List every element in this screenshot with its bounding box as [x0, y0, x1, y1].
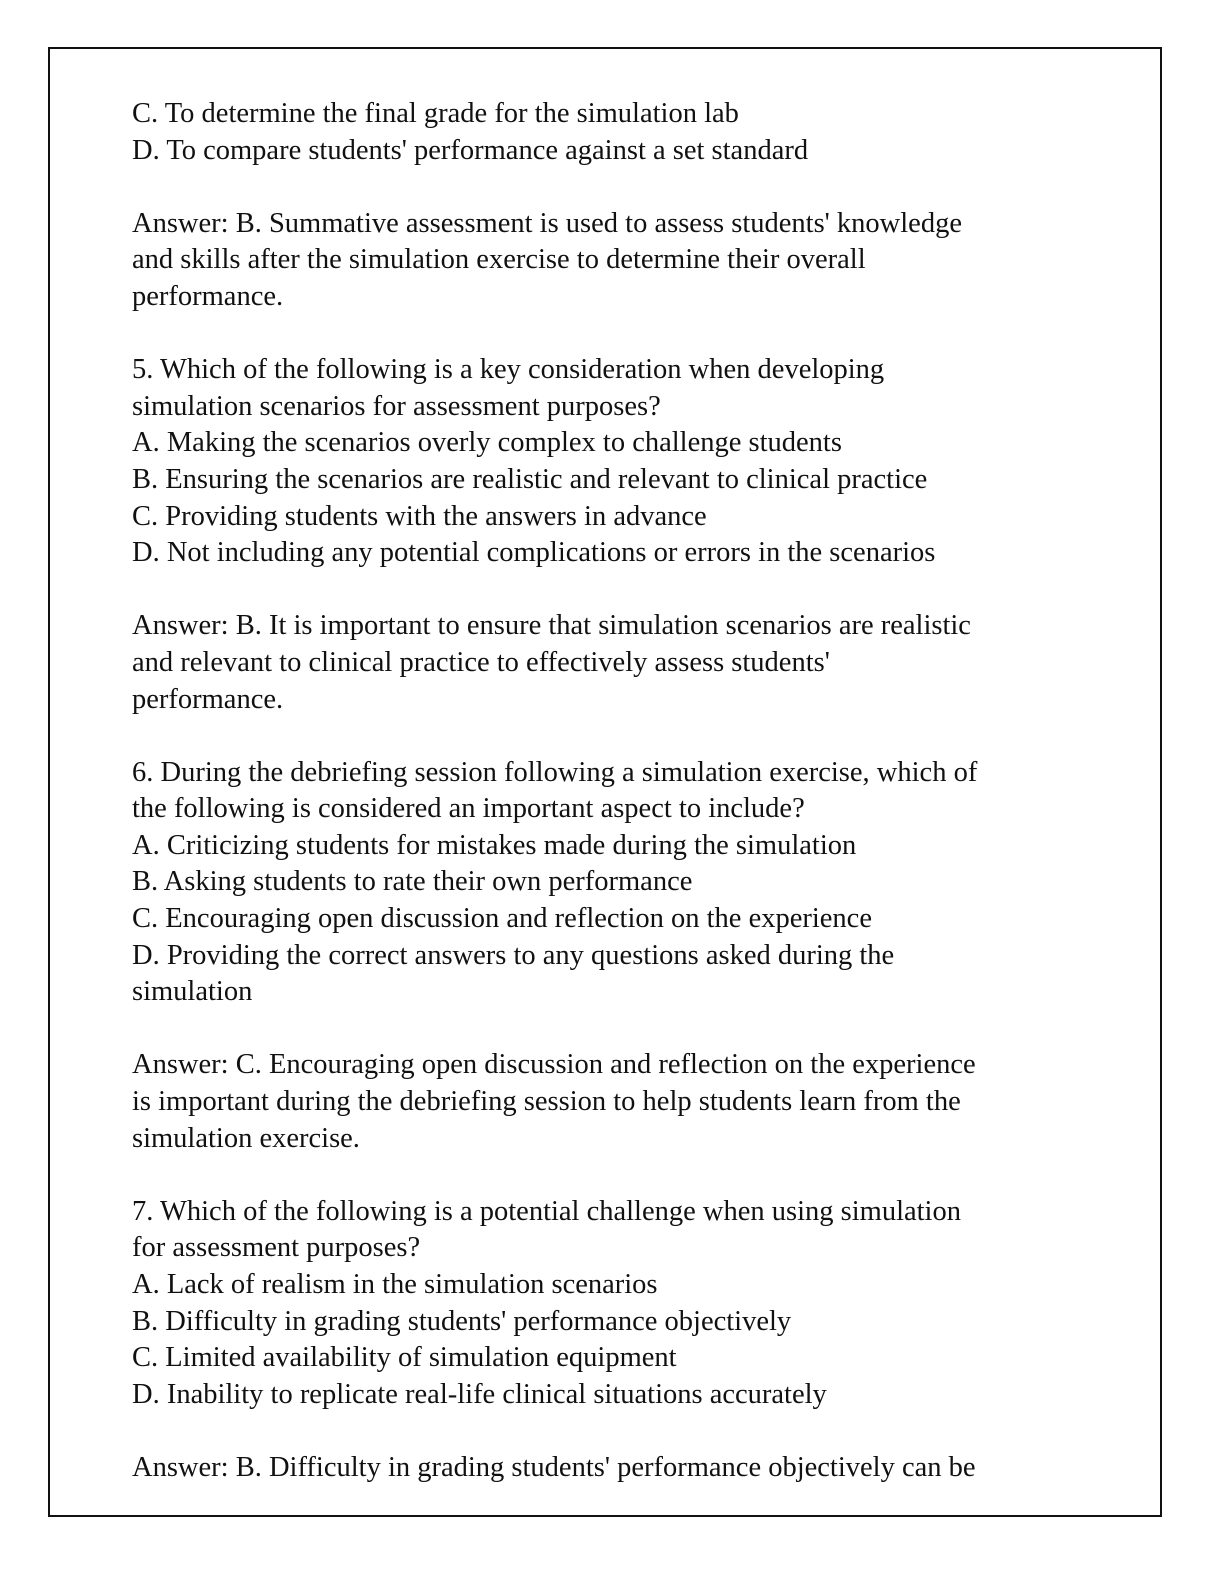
question-text: 5. Which of the following is a key consideration when developing [132, 354, 885, 386]
question-7 [132, 1194, 1092, 1414]
answer-7 [132, 1450, 1092, 1487]
answer-4 [132, 206, 1092, 316]
answer-line: Answer: B. It is important to ensure that simulation scenarios are realistic [132, 610, 971, 642]
option-d: D. Providing the correct answers to any questions asked during the [132, 939, 895, 971]
answer-line: performance. [132, 683, 284, 715]
question-text: simulation scenarios for assessment purposes? [132, 390, 661, 422]
option-c: C. Encouraging open discussion and reflection on the experience [132, 903, 872, 935]
option-a: A. Making the scenarios overly complex to challenge students [132, 427, 842, 459]
answer-line: Answer: C. Encouraging open discussion and reflection on the experience [132, 1049, 976, 1081]
option-b: B. Asking students to rate their own performance [132, 866, 693, 898]
answer-5 [132, 608, 1092, 718]
option-c: C. Limited availability of simulation equipment [132, 1342, 677, 1374]
option-b: B. Ensuring the scenarios are realistic and relevant to clinical practice [132, 463, 928, 495]
answer-6 [132, 1047, 1092, 1157]
document-text [132, 96, 1092, 1523]
option-d-continued: simulation [132, 976, 253, 1008]
question-text: 6. During the debriefing session following a simulation exercise, which of [132, 756, 978, 788]
answer-line: is important during the debriefing session to help students learn from the [132, 1086, 961, 1118]
option-c: C. To determine the final grade for the simulation lab [132, 98, 739, 129]
option-d: D. Not including any potential complications or errors in the scenarios [132, 537, 936, 569]
question-4-options-continued [132, 96, 1092, 169]
answer-line: Answer: B. Summative assessment is used to assess students' knowledge [132, 207, 962, 239]
option-d: D. Inability to replicate real-life clinical situations accurately [132, 1378, 827, 1410]
question-text: the following is considered an important aspect to include? [132, 793, 805, 825]
answer-line: and skills after the simulation exercise to determine their overall [132, 244, 866, 276]
question-text: for assessment purposes? [132, 1232, 421, 1264]
answer-line: simulation exercise. [132, 1122, 360, 1154]
question-text: 7. Which of the following is a potential challenge when using simulation [132, 1195, 961, 1227]
option-a: A. Lack of realism in the simulation scenarios [132, 1269, 658, 1300]
option-b: B. Difficulty in grading students' performance objectively [132, 1305, 792, 1337]
question-6 [132, 755, 1092, 1011]
question-5 [132, 352, 1092, 572]
option-d: D. To compare students' performance against a set standard [132, 134, 809, 166]
answer-line: Answer: B. Difficulty in grading students' performance objectively can be [132, 1451, 976, 1483]
option-c: C. Providing students with the answers in advance [132, 500, 707, 532]
answer-line: and relevant to clinical practice to effectively assess students' [132, 646, 830, 678]
option-a: A. Criticizing students for mistakes made during the simulation [132, 829, 857, 861]
answer-line: performance. [132, 280, 284, 312]
